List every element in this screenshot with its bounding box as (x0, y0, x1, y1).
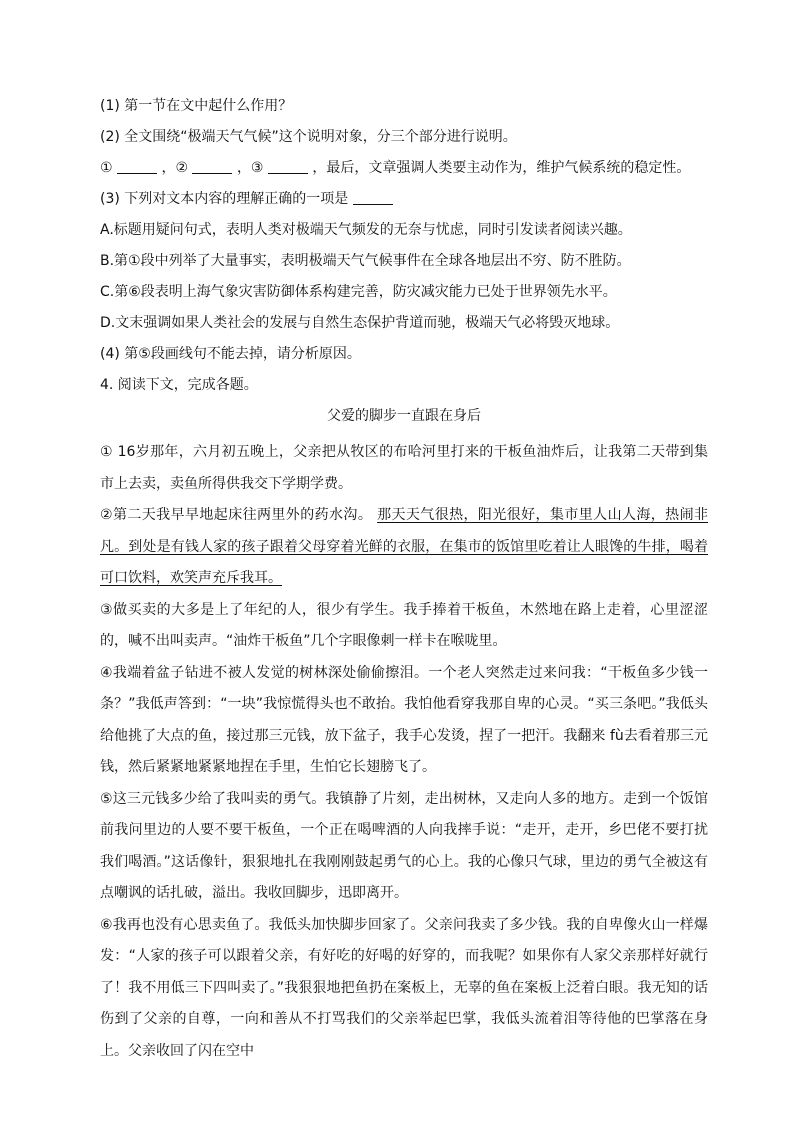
question-3: (3) 下列对文本内容的理解正确的一项是 (100, 189, 708, 209)
question-2-blanks: ① ，② ，③ ，最后，文章强调人类要主动作为，维护气候系统的稳定性。 (100, 160, 691, 176)
option-d: D.文末强调如果人类社会的发展与自然生态保护背道而驰，极端天气必将毁灭地球。 (100, 315, 620, 331)
next-question: 4. 阅读下文，完成各题。 (100, 377, 258, 393)
question-2: (2) 全文围绕“极端天气气候”这个说明对象，分三个部分进行说明。 (100, 129, 517, 145)
answer-blank-2[interactable] (192, 159, 232, 174)
article-title: 父爱的脚步一直跟在身后 (327, 408, 481, 424)
option-b: B.第①段中列举了大量事实，表明极端天气气候事件在全球各地层出不穷、防不胜防。 (100, 253, 631, 269)
paragraph-3: ③做买卖的大多是上了年纪的人，很少有学生。我手捧着干板鱼，木然地在路上走着，心里涩涩的，喊不出叫卖声。“油炸干板鱼”几个字眼像刺一样卡在喉咙里。 (100, 601, 708, 649)
paragraph-1: ① 16岁那年，六月初五晚上，父亲把从牧区的布哈河里打来的干板鱼油炸后，让我第二天带到集市上去卖，卖鱼所得供我交下学期学费。 (100, 444, 708, 492)
paragraph-4: ④我端着盆子钻进不被人发觉的树林深处偷偷擦泪。一个老人突然走过来问我：“干板鱼多少钱一条？”我低声答到：“一块”我惊慌得头也不敢抬。我怕他看穿我那自卑的心灵。“买三条吧。”我低头给他挑了大点的鱼，接过那三元钱，放下盆子，我手心发烫，捏了一把汗。我翻来 fù去看着那三元钱，然后紧紧地紧紧地捏在手里，生怕它长翅膀飞了。 (100, 664, 708, 775)
option-a: A.标题用疑问句式，表明人类对极端天气频发的无奈与忧虑，同时引发读者阅读兴趣。 (100, 222, 632, 238)
paragraph-6: ⑥我再也没有心思卖鱼了。我低头加快脚步回家了。父亲问我卖了多少钱。我的自卑像火山一样爆发：“人家的孩子可以跟着父亲，有好吃的好喝的好穿的，而我呢？如果你有人家父亲那样好就行了！我不用低三下四叫卖了。”我狠狠地把鱼扔在案板上，无辜的鱼在案板上泛着白眼。我无知的话伤到了父亲的自尊，一向和善从不打骂我们的父亲举起巴掌，我低头流着泪等待他的巴掌落在身上。父亲收回了闪在空中 (100, 916, 708, 1059)
answer-blank-1[interactable] (117, 159, 157, 174)
question-4: (4) 第⑤段画线句不能去掉，请分析原因。 (100, 346, 361, 362)
paragraph-2: ②第二天我早早地起床往两里外的药水沟。 那天天气很热，阳光很好，集市里人山人海，热闹非凡。到处是有钱人家的孩子跟着父母穿着光鲜的衣服，在集市的饭馆里吃着让人眼馋的牛排，喝着可口饮料，欢笑声充斥我耳。 (100, 507, 708, 586)
question-1: (1) 第一节在文中起什么作用？ (100, 98, 293, 114)
answer-blank-3[interactable] (268, 159, 308, 174)
paragraph-5: ⑤这三元钱多少给了我叫卖的勇气。我镇静了片刻，走出树林，又走向人多的地方。走到一个饭馆前我问里边的人要不要干板鱼，一个正在喝啤酒的人向我摔手说：“走开，走开，乡巴佬不要打扰我们喝酒。”这话像针，狠狠地扎在我刚刚鼓起勇气的心上。我的心像只气球，里边的勇气全被这有点嘲讽的话扎破，溢出。我收回脚步，迅即离开。 (100, 790, 708, 901)
option-c: C.第⑥段表明上海气象灾害防御体系构建完善，防灾减灾能力已处于世界领先水平。 (100, 284, 617, 300)
answer-blank-q3[interactable] (353, 190, 393, 205)
underlined-sentence: 那天天气很热，阳光很好，集市里人山人海，热闹非凡。到处是有钱人家的孩子跟着父母穿着光鲜的衣服，在集市的饭馆里吃着让人眼馋的牛排，喝着可口饮料，欢笑声充斥我耳。 (100, 507, 708, 586)
